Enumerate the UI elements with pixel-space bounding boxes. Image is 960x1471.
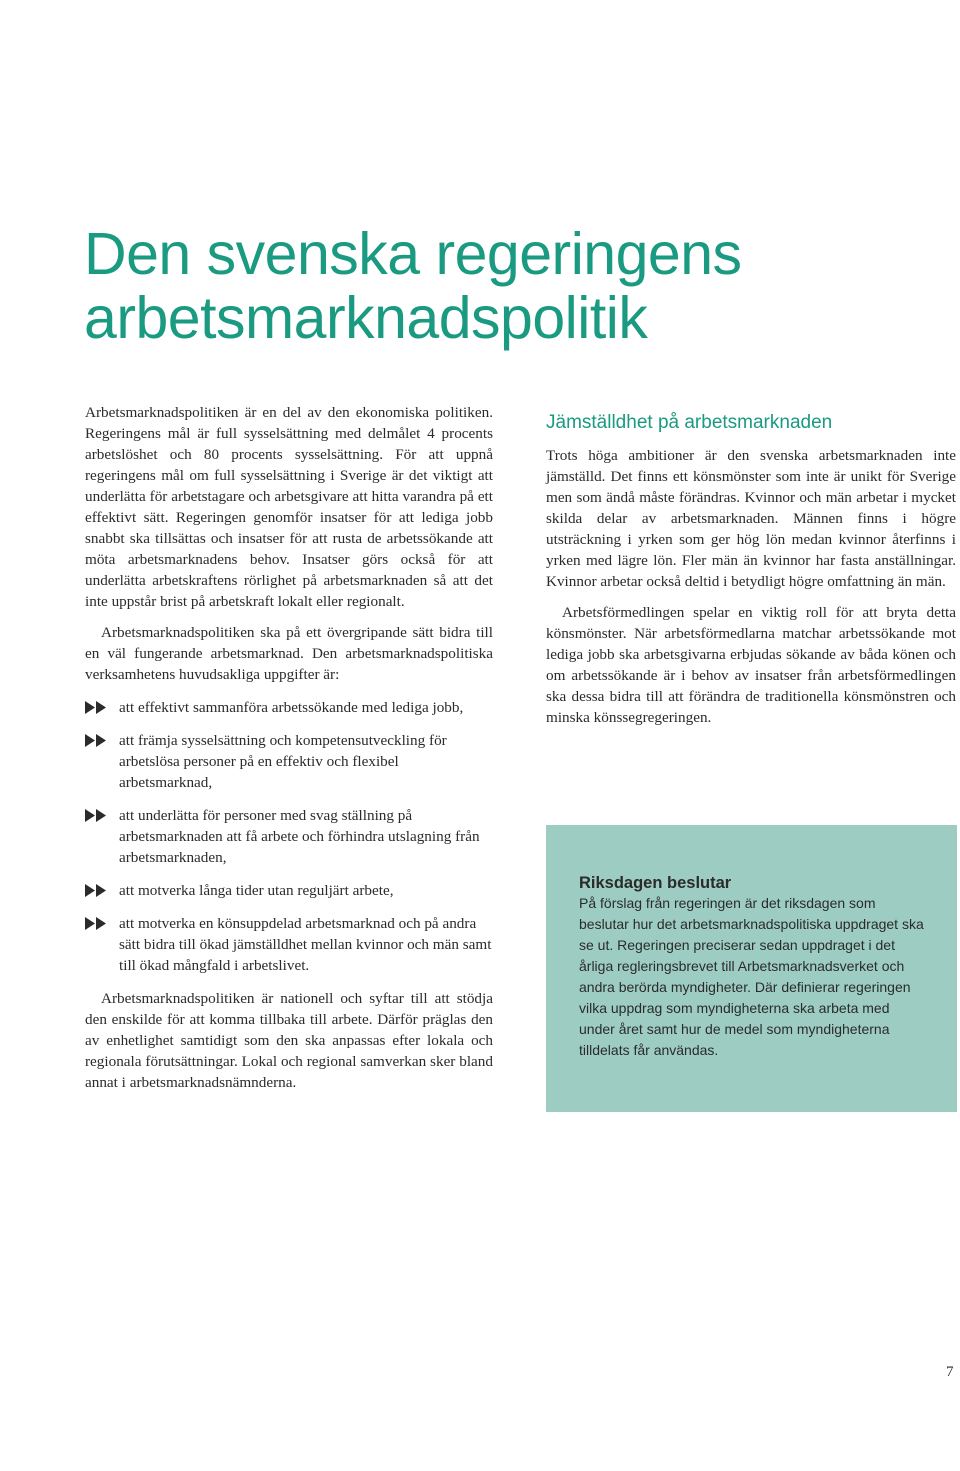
page-number: 7	[946, 1364, 954, 1380]
list-item	[85, 697, 493, 718]
info-box-heading: Riksdagen beslutar	[579, 874, 732, 892]
employment-service-paragraph: Arbetsförmedlingen spelar en viktig roll för att bryta detta könsmönster. När arbetsförmedlarna matchar arbetssökande mot lediga jobb ska arbetsgivarna erbjudas sökande av båda könen och om arbetssökande är i behov av insatser från arbetsförmedlingen ska dessa bidra till att förändra de traditionella könsmönstren och minska könssegregeringen.	[546, 604, 956, 726]
tasks-intro-paragraph: Arbetsmarknadspolitiken ska på ett övergripande sätt bidra till en väl fungerande arbetsmarknad. Den arbetsmarknadspolitiska verksamhetens huvudsakliga uppgifter är:	[85, 624, 493, 683]
list-item	[85, 730, 493, 793]
info-box	[546, 825, 957, 1112]
closing-paragraph: Arbetsmarknadspolitiken är nationell och syftar till att stödja den enskilde för att komma tillbaka till arbete. Därför präglas den av enhetlighet samtidigt som den ska anpassas efter lokala och regionala förutsättningar. Lokal och regional samverkan sker bland annat i arbetsmarknadsnämnderna.	[85, 990, 493, 1091]
page-title: Den svenska regeringens arbetsmarknadspolitik	[84, 221, 742, 351]
list-item-text: att effektivt sammanföra arbetssökande med lediga jobb,	[119, 699, 464, 716]
double-chevron-right-icon	[85, 701, 107, 714]
double-chevron-right-icon	[85, 734, 107, 747]
list-item-text: att underlätta för personer med svag ställning på arbetsmarknaden att få arbete och förhindra utslagning från arbetsmarknaden,	[119, 807, 480, 866]
right-column	[546, 411, 956, 728]
double-chevron-right-icon	[85, 917, 107, 930]
list-item-text: att motverka en könsuppdelad arbetsmarknad och på andra sätt bidra till ökad jämställdhet mellan kvinnor och män samt till ökad mångfald i arbetslivet.	[119, 915, 492, 974]
equality-paragraph: Trots höga ambitioner är den svenska arbetsmarknaden inte jämställd. Det finns ett könsmönster som inte är unikt för Sverige men som ändå måste förändras. Kvinnor och män arbetar i mycket skilda delar av arbetsmarknaden. Männen finns i högre utsträckning i yrken som ger hög lön medan kvinnor återfinns i yrken med lägre lön. Fler män än kvinnor har fasta anställningar. Kvinnor arbetar också deltid i betydligt högre omfattning än män.	[546, 447, 956, 590]
double-chevron-right-icon	[85, 809, 107, 822]
section-heading: Jämställdhet på arbetsmarknaden	[546, 412, 833, 433]
list-item-text: att motverka långa tider utan reguljärt arbete,	[119, 882, 394, 899]
tasks-list	[85, 697, 493, 976]
info-box-text: På förslag från regeringen är det riksdagen som beslutar hur det arbetsmarknadspolitiska uppdraget ska se ut. Regeringen preciserar sedan uppdraget i det årliga regleringsbrevet till Arbetsmarknadsverket och andra berörda myndigheter. Där definierar regeringen vilka uppdrag som myndigheterna ska arbeta med under året samt hur de medel som myndigheterna tilldelats får användas.	[579, 895, 924, 1058]
left-column	[85, 402, 493, 1093]
list-item-text: att främja sysselsättning och kompetensutveckling för arbetslösa personer på en effektiv och flexibel arbetsmarknad,	[119, 732, 447, 791]
list-item	[85, 913, 493, 976]
double-chevron-right-icon	[85, 884, 107, 897]
intro-paragraph: Arbetsmarknadspolitiken är en del av den ekonomiska politiken. Regeringens mål är full sysselsättning med delmålet 4 procents arbetslöshet och 80 procents sysselsättning. För att uppnå regeringens mål om full sysselsättning i Sverige är det viktigt att underlätta för arbetstagare och arbetsgivare att hitta varandra på ett effektivt sätt. Regeringen genomför insatser för att lediga jobb snabbt ska tillsättas och insatser för att rusta de arbetssökande att möta arbetsmarknadens behov. Insatser görs också för att underlätta arbetskraftens rörlighet på arbetsmarknaden så att det inte uppstår brist på arbetskraft lokalt eller regionalt.	[85, 404, 493, 610]
list-item	[85, 805, 493, 868]
list-item	[85, 880, 493, 901]
